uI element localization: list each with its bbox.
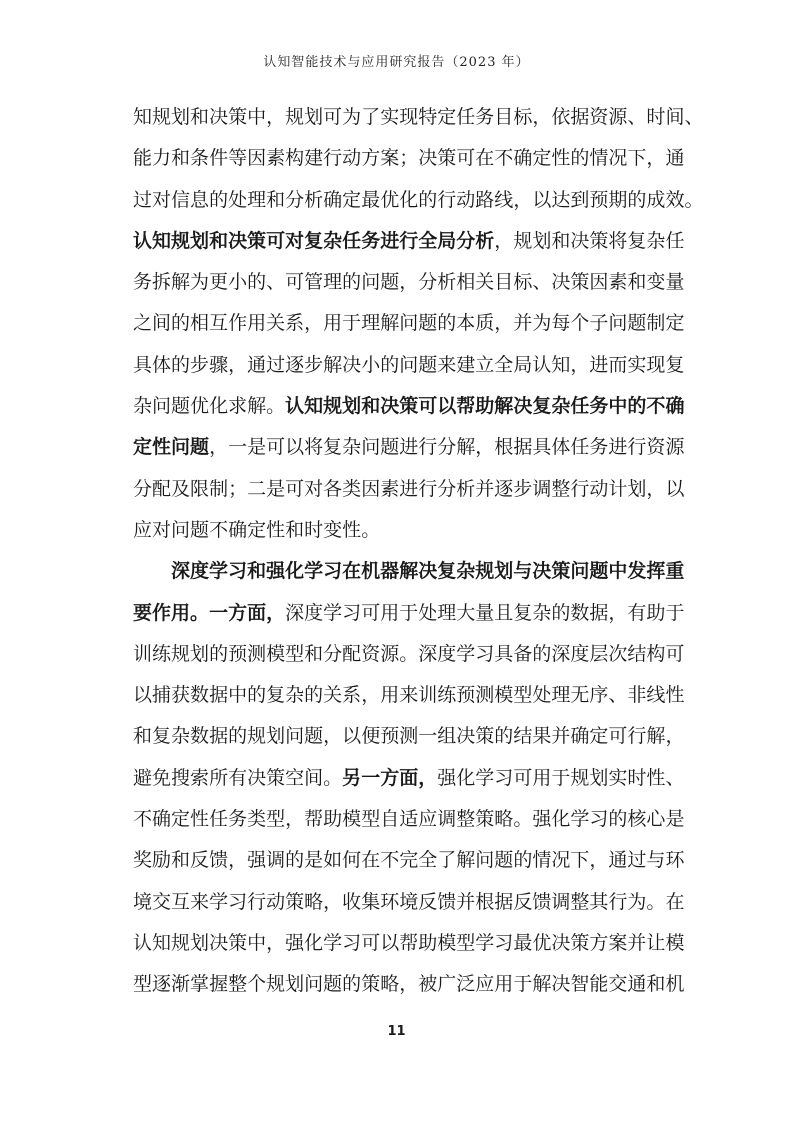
text-line: 训 练 规 划 的 预 测 模 型 和 分 配 资 源 。 深 度 学 习 具 备 的 深 度 层 次 结 构 可 — [133, 642, 685, 665]
text-line: 分 配 及 限 制 ； 二 是 可 对 各 类 因 素 进 行 分 析 并 逐 步 调 整 行 动 计 划 ， 以 — [133, 477, 685, 500]
text-line: 务 拆 解 为 更 小 的 、 可 管 理 的 问 题 ， 分 析 相 关 目 标 、 决 策 因 素 和 变 量 — [133, 271, 685, 294]
text-line: 知 规 划 和 决 策 中 ， 规 划 可 为 了 实 现 特 定 任 务 目 标 ， 依 据 资 源 、 时 间 、 — [133, 106, 704, 128]
text-line: 应 对 问 题 不 确 定 性 和 时 变 性 。 — [133, 518, 381, 541]
text-line: 和 复 杂 数 据 的 规 划 问 题 ， 以 便 预 测 一 组 决 策 的 结 果 并 确 定 可 行 解 ， — [133, 725, 685, 748]
text-line: 深 度 学 习 和 强 化 学 习 在 机 器 解 决 复 杂 规 划 与 决 策 问 题 中 发 挥 重 — [171, 560, 685, 583]
document-body — [133, 97, 704, 1006]
text-line: 能 力 和 条 件 等 因 素 构 建 行 动 方 案 ； 决 策 可 在 不 确 定 性 的 情 况 下 ， 通 — [133, 147, 685, 170]
text-line: 以 捕 获 数 据 中 的 复 杂 的 关 系 ， 用 来 训 练 预 测 模 型 处 理 无 序 、 非 线 性 — [133, 684, 685, 707]
text-line: 认 知 规 划 决 策 中 ， 强 化 学 习 可 以 帮 助 模 型 学 习 最 优 决 策 方 案 并 让 模 — [133, 931, 685, 954]
text-line: 要 作 用 。 一 方 面 ， 深 度 学 习 可 用 于 处 理 大 量 且 复 杂 的 数 据 ， 有 助 于 — [133, 601, 685, 624]
text-line: 杂 问 题 优 化 求 解 。 认 知 规 划 和 决 策 可 以 帮 助 解 决 复 杂 任 务 中 的 不 确 — [133, 395, 685, 418]
page-number: 11 — [387, 1024, 406, 1039]
text-line: 认 知 规 划 和 决 策 可 对 复 杂 任 务 进 行 全 局 分 析 ， 规 划 和 决 策 将 复 杂 任 — [133, 229, 685, 252]
text-line: 过 对 信 息 的 处 理 和 分 析 确 定 最 优 化 的 行 动 路 线 ， 以 达 到 预 期 的 成 效 。 — [133, 188, 704, 211]
text-line: 不 确 定 性 任 务 类 型 ， 帮 助 模 型 自 适 应 调 整 策 略 。 强 化 学 习 的 核 心 是 — [133, 808, 685, 831]
text-line: 避 免 搜 索 所 有 决 策 空 间 。 另 一 方 面 ， 强 化 学 习 可 用 于 规 划 实 时 性 、 — [133, 766, 685, 789]
text-line: 定 性 问 题 ， 一 是 可 以 将 复 杂 问 题 进 行 分 解 ， 根 据 具 体 任 务 进 行 资 源 — [133, 436, 685, 459]
running-header: 认知智能技术与应用研究报告（2023 年） — [263, 55, 530, 70]
text-line: 奖 励 和 反 馈 ， 强 调 的 是 如 何 在 不 完 全 了 解 问 题 的 情 况 下 ， 通 过 与 环 — [133, 849, 685, 872]
text-line: 境 交 互 来 学 习 行 动 策 略 ， 收 集 环 境 反 馈 并 根 据 反 馈 调 整 其 行 为 。 在 — [133, 890, 685, 913]
text-line: 之 间 的 相 互 作 用 关 系 ， 用 于 理 解 问 题 的 本 质 ， 并 为 每 个 子 问 题 制 定 — [133, 312, 685, 335]
text-line: 具 体 的 步 骤 ， 通 过 逐 步 解 决 小 的 问 题 来 建 立 全 局 认 知 ， 进 而 实 现 复 — [133, 353, 685, 376]
text-line: 型 逐 渐 掌 握 整 个 规 划 问 题 的 策 略 ， 被 广 泛 应 用 于 解 决 智 能 交 通 和 机 — [133, 973, 685, 996]
